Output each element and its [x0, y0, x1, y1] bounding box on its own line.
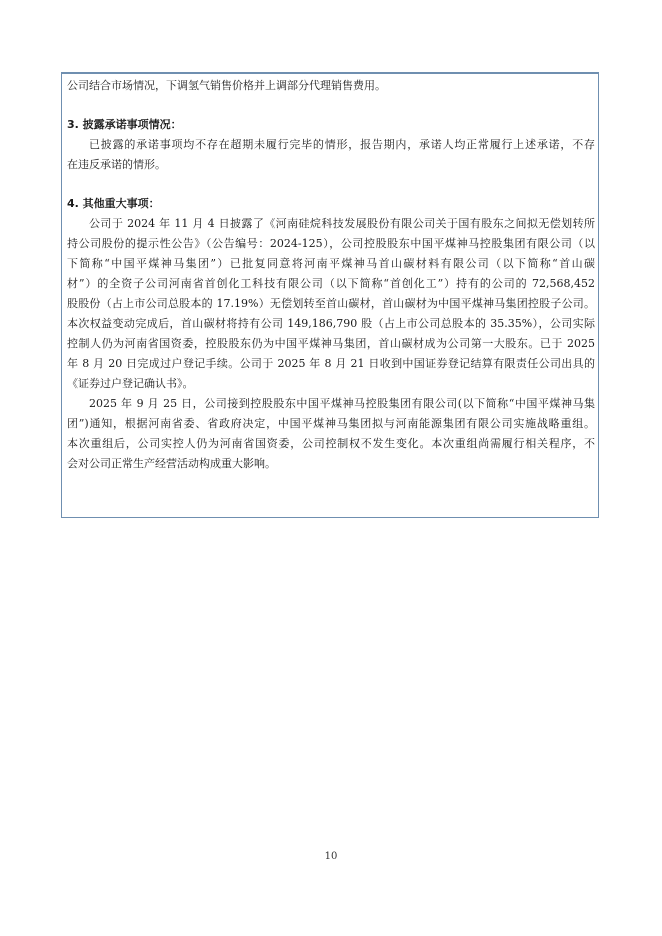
section-4-paragraph-1-line: 公司于 2024 年 11 月 4 日披露了《河南硅烷科技发展股份有限公司关于国有股东之间拟无偿划转所: [89, 217, 595, 230]
section-4-paragraph-2-line: 2025 年 9 月 25 日，公司接到控股股东中国平煤神马控股集团有限公司(以下简称“中国平煤神马集: [89, 397, 595, 410]
section-4-paragraph-1-line: 下简称“中国平煤神马集团”）已批复同意将河南平煤神马首山碳材料有限公司（以下简称“首山碳: [67, 257, 595, 270]
section-3-heading: 3. 披露承诺事项情况：: [67, 118, 182, 131]
spacer: [67, 175, 595, 194]
frame-top-border: [61, 72, 599, 74]
section-4-paragraph-1-line: 材”）的全资子公司河南省首创化工科技有限公司（以下简称“首创化工”）持有的公司的 72,568,452: [67, 277, 595, 290]
section-3-line: 在违反承诺的情形。: [67, 158, 166, 171]
section-4-paragraph-1-line: 持公司股份的提示性公告》（公告编号：2024-125），公司控股股东中国平煤神马控股集团有限公司（以: [67, 237, 595, 250]
section-3-line: 已披露的承诺事项均不存在超期未履行完毕的情形，报告期内，承诺人均正常履行上述承诺，不存: [89, 138, 595, 151]
section-4-heading: 4. 其他重大事项：: [67, 197, 160, 210]
page-number: 10: [324, 851, 338, 862]
document-body: [67, 76, 595, 474]
section-4-paragraph-1-line: 控制人仍为河南省国资委，控股股东仍为中国平煤神马集团，首山碳材成为公司第一大股东。已于 2025: [67, 337, 595, 350]
section-4-paragraph-1-line: 股股份（占上市公司总股本的 17.19%）无偿划转至首山碳材，首山碳材为中国平煤神马集团控股子公司。: [67, 297, 595, 310]
section-4-paragraph-2-line: 会对公司正常生产经营活动构成重大影响。: [67, 457, 276, 470]
section-4-paragraph-1-line: 年 8 月 20 日完成过户登记手续。公司于 2025 年 8 月 21 日收到中国证券登记结算有限责任公司出具的: [67, 357, 595, 370]
spacer: [67, 96, 595, 115]
section-4-paragraph-2-line: 本次重组后，公司实控人仍为河南省国资委，公司控制权不发生变化。本次重组尚需履行相关程序，不: [67, 437, 595, 450]
section-4-paragraph-1-line: 本次权益变动完成后，首山碳材将持有公司 149,186,790 股（占上市公司总股本的 35.35%），公司实际: [67, 317, 595, 330]
continuation-line: 公司结合市场情况，下调氢气销售价格并上调部分代理销售费用。: [67, 79, 386, 92]
section-4-paragraph-2-line: 团”)通知，根据河南省委、省政府决定，中国平煤神马集团拟与河南能源集团有限公司实施战略重组。: [67, 417, 595, 430]
section-4-paragraph-1-line: 《证券过户登记确认书》。: [67, 377, 194, 390]
